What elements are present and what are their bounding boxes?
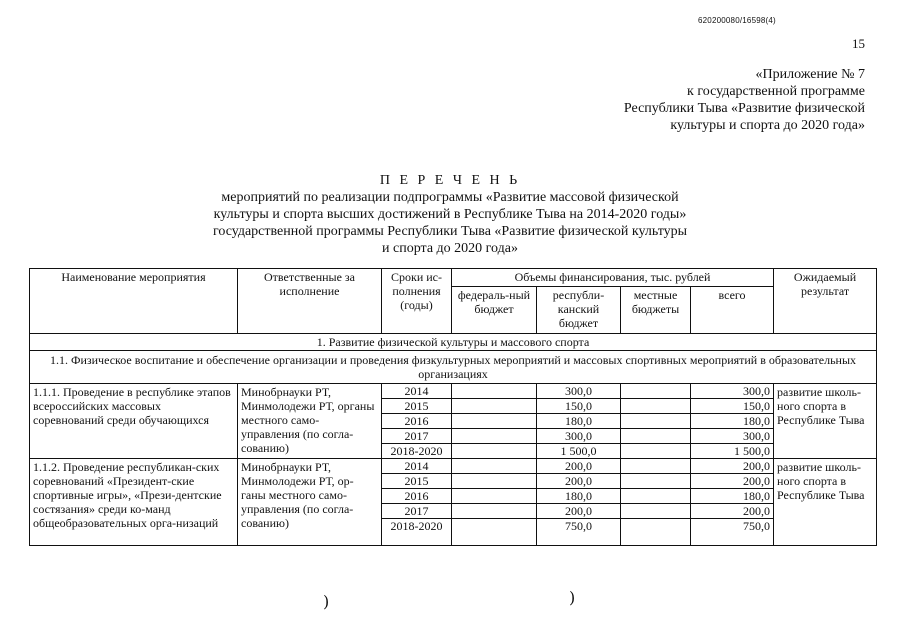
appendix-line: Республики Тыва «Развитие физической xyxy=(623,101,865,116)
header-total: всего xyxy=(691,287,774,334)
item-local xyxy=(621,429,691,444)
item-year: 2015 xyxy=(382,474,452,489)
item-federal xyxy=(452,429,537,444)
appendix-line: культуры и спорта до 2020 года» xyxy=(670,118,865,133)
item-federal xyxy=(452,459,537,474)
item-year: 2017 xyxy=(382,504,452,519)
item-year: 2016 xyxy=(382,489,452,504)
header-local: местные бюджеты xyxy=(621,287,691,334)
item-republic: 750,0 xyxy=(537,519,621,546)
scan-mark: ) xyxy=(323,592,330,611)
table-row xyxy=(30,384,877,399)
item-federal xyxy=(452,444,537,459)
item-local xyxy=(621,399,691,414)
item-federal xyxy=(452,504,537,519)
item-responsible: Минобрнауки РТ, Минмолодежи РТ, органы местного само-управления (по согла-сованию) xyxy=(238,384,382,459)
item-total: 200,0 xyxy=(691,474,774,489)
item-name: 1.1.2. Проведение республикан-ских соревнований «Президент-ские спортивные игры», «Прези-дентские состязания» среди ко-манд общеобразовательных орга-низаций xyxy=(30,459,238,546)
page-number: 15 xyxy=(852,36,865,51)
item-republic: 300,0 xyxy=(537,384,621,399)
section-title: 1. Развитие физической культуры и массового спорта xyxy=(30,334,877,351)
header-funding: Объемы финансирования, тыс. рублей xyxy=(452,269,774,287)
item-year: 2014 xyxy=(382,459,452,474)
item-federal xyxy=(452,489,537,504)
header-republic: республи-канский бюджет xyxy=(537,287,621,334)
item-local xyxy=(621,504,691,519)
header-federal: федераль-ный бюджет xyxy=(452,287,537,334)
section-row xyxy=(30,334,877,351)
header-terms: Сроки ис-полнения (годы) xyxy=(382,269,452,334)
table-header-row xyxy=(30,269,877,287)
item-republic: 180,0 xyxy=(537,489,621,504)
item-local xyxy=(621,459,691,474)
appendix-line: «Приложение № 7 xyxy=(755,67,865,82)
item-republic: 200,0 xyxy=(537,459,621,474)
item-year: 2014 xyxy=(382,384,452,399)
item-result: развитие школь-ного спорта в Республике Тыва xyxy=(774,459,877,546)
title-line: и спорта до 2020 года» xyxy=(382,241,518,256)
item-republic: 200,0 xyxy=(537,504,621,519)
appendix-header xyxy=(560,66,865,134)
title-line: мероприятий по реализации подпрограммы «Развитие массовой физической xyxy=(221,190,679,205)
appendix-line: к государственной программе xyxy=(687,84,865,99)
item-local xyxy=(621,489,691,504)
item-total: 200,0 xyxy=(691,459,774,474)
title-line: культуры и спорта высших достижений в Республике Тыва на 2014-2020 годы» xyxy=(213,207,687,222)
item-republic: 1 500,0 xyxy=(537,444,621,459)
item-result: развитие школь-ного спорта в Республике Тыва xyxy=(774,384,877,459)
item-local xyxy=(621,474,691,489)
item-year: 2018-2020 xyxy=(382,519,452,546)
item-year: 2016 xyxy=(382,414,452,429)
item-year: 2015 xyxy=(382,399,452,414)
item-total: 300,0 xyxy=(691,384,774,399)
item-total: 200,0 xyxy=(691,504,774,519)
item-republic: 200,0 xyxy=(537,474,621,489)
item-local xyxy=(621,519,691,546)
header-responsible: Ответственные за исполнение xyxy=(238,269,382,334)
item-responsible: Минобрнауки РТ, Минмолодежи РТ, ор-ганы местного само-управления (по согла-сованию) xyxy=(238,459,382,546)
item-total: 750,0 xyxy=(691,519,774,546)
document-code: 620200080/16598(4) xyxy=(698,16,776,25)
subsection-title: 1.1. Физическое воспитание и обеспечение организации и проведения физкультурных мероприятий и массовых спортивных мероприятий в образовательных организациях xyxy=(30,351,877,384)
item-local xyxy=(621,414,691,429)
item-republic: 300,0 xyxy=(537,429,621,444)
table-row xyxy=(30,459,877,474)
item-name: 1.1.1. Проведение в республике этапов всероссийских массовых соревнований среди обучающихся xyxy=(30,384,238,459)
scan-mark: ) xyxy=(569,588,576,607)
item-federal xyxy=(452,384,537,399)
title-heading: П Е Р Е Ч Е Н Ь xyxy=(379,173,521,188)
item-year: 2017 xyxy=(382,429,452,444)
subsection-row xyxy=(30,351,877,384)
header-result: Ожидаемый результат xyxy=(774,269,877,334)
item-year: 2018-2020 xyxy=(382,444,452,459)
item-total: 150,0 xyxy=(691,399,774,414)
title-line: государственной программы Республики Тыва «Развитие физической культуры xyxy=(212,224,688,239)
activities-table xyxy=(29,268,877,546)
item-federal xyxy=(452,519,537,546)
item-federal xyxy=(452,399,537,414)
item-total: 1 500,0 xyxy=(691,444,774,459)
item-republic: 150,0 xyxy=(537,399,621,414)
header-name: Наименование мероприятия xyxy=(30,269,238,334)
item-local xyxy=(621,384,691,399)
item-federal xyxy=(452,474,537,489)
item-total: 180,0 xyxy=(691,489,774,504)
item-federal xyxy=(452,414,537,429)
item-total: 180,0 xyxy=(691,414,774,429)
document-title xyxy=(160,172,740,257)
item-republic: 180,0 xyxy=(537,414,621,429)
item-total: 300,0 xyxy=(691,429,774,444)
item-local xyxy=(621,444,691,459)
